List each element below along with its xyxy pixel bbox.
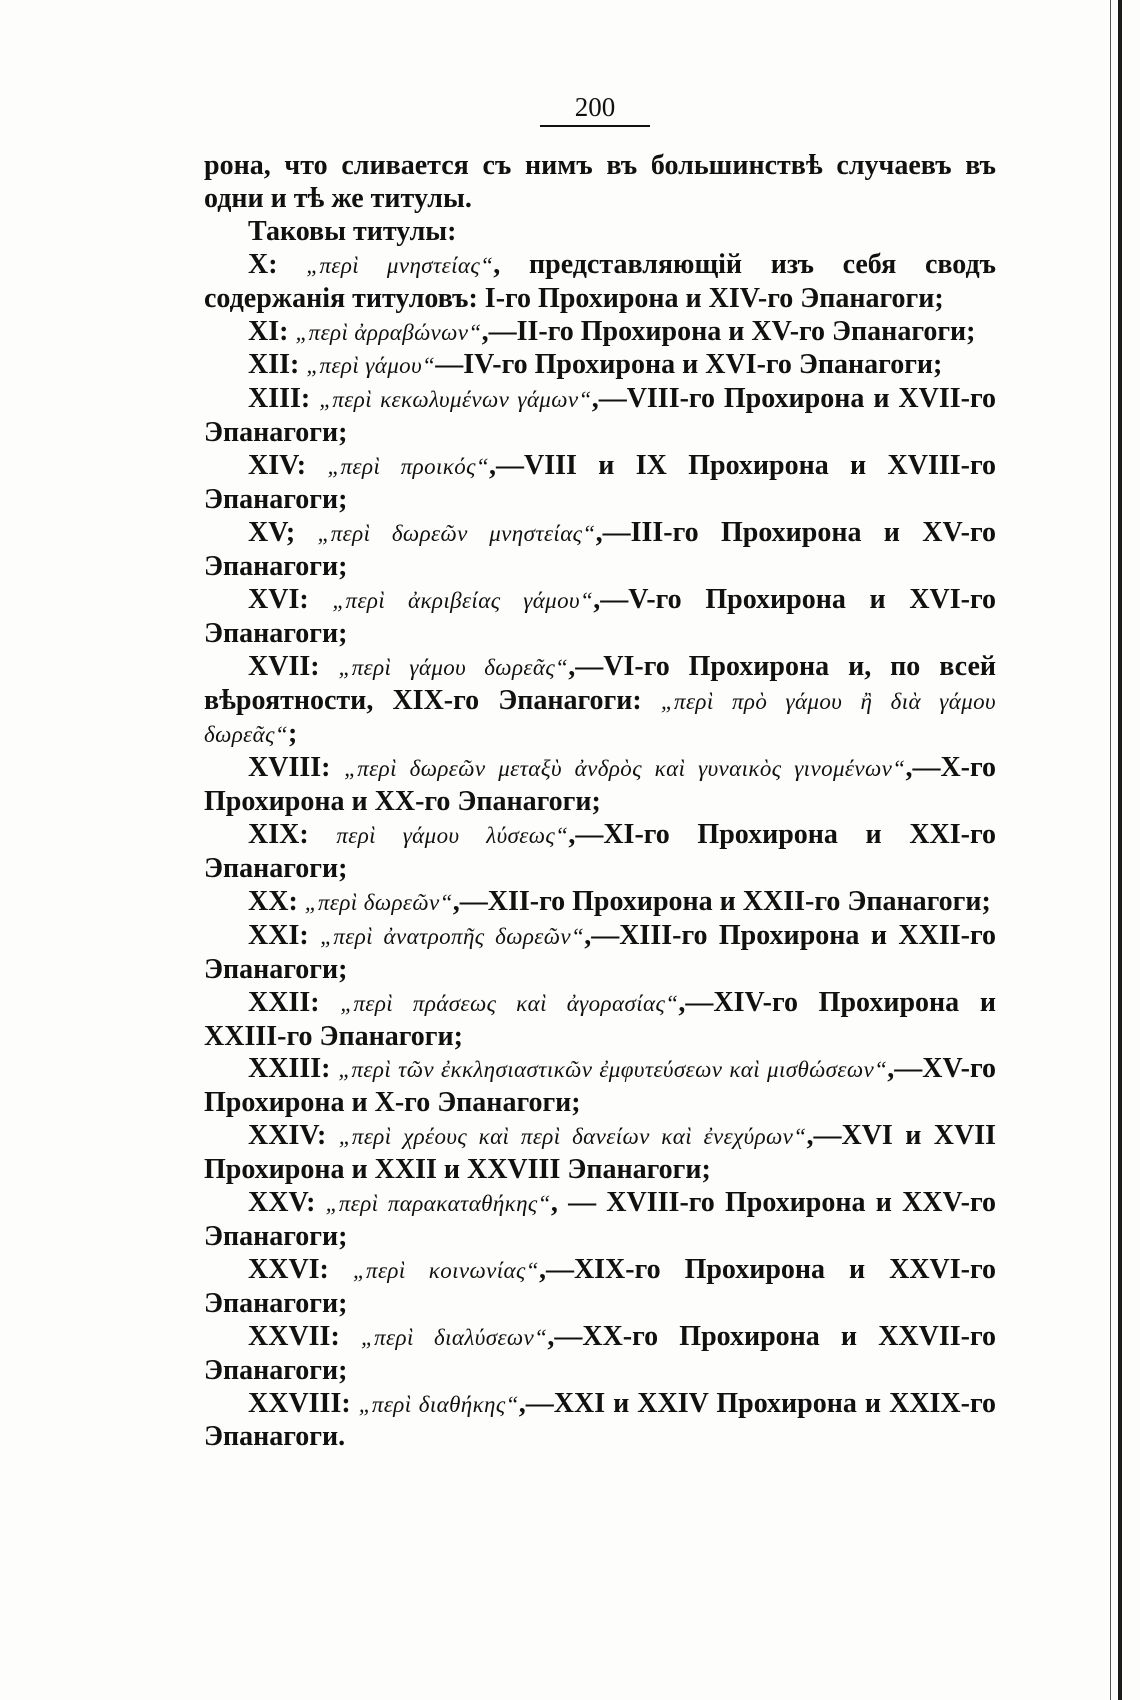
greek-title: „περὶ πράσεως καὶ ἀγορασίας“ [340, 990, 679, 1016]
entry-number: XV; [248, 516, 296, 548]
title-entry-xxv [204, 1187, 996, 1254]
entry-text: ,—VIII-го Прохирона и XVII-го Эпанагоги; [204, 383, 996, 449]
greek-title: „περὶ δωρεῶν μεταξὺ ἀνδρὸς καὶ γυναικὸς γινομένων“ [344, 756, 906, 782]
title-entry-xv [204, 517, 996, 584]
title-entry-x [204, 249, 996, 316]
greek-title: „περὶ γάμου“ [306, 353, 436, 379]
title-entry-xx [204, 886, 996, 920]
entry-number: XXIII: [248, 1053, 331, 1085]
page-edge-line [1118, 0, 1122, 1700]
greek-title: „περὶ ἀνατροπῆς δωρεῶν“ [320, 923, 585, 949]
entry-text: ,—VIII и IX Прохирона и XVIII-го Эпанагоги; [204, 450, 996, 516]
greek-title: „περὶ μνηστείας“ [306, 252, 494, 278]
entry-text: , — XVIII-го Прохирона и XXV-го Эпанагоги; [204, 1187, 997, 1252]
entry-number: XIX: [248, 819, 309, 851]
entry-number: XXIV: [248, 1120, 327, 1152]
entry-text: ,—XIV-го Прохирона и XXIII-го Эпанагоги; [204, 986, 996, 1052]
title-entry-xxvii [204, 1321, 996, 1388]
entry-number: XVII: [248, 650, 320, 682]
greek-title: „περὶ ἀκριβείας γάμου“ [332, 587, 594, 613]
greek-title: „περὶ κεκωλυμένων γάμων“ [319, 387, 592, 413]
entry-number: XXI: [248, 919, 309, 951]
greek-title: περὶ γάμου λύσεως“ [336, 823, 569, 849]
greek-title: „περὶ προικός“ [327, 454, 490, 480]
entry-text-end: ; [288, 718, 298, 750]
entry-number: X: [248, 248, 278, 280]
entry-number: XIII: [248, 383, 311, 415]
title-entry-xxii [204, 987, 996, 1054]
title-entry-xviii [204, 752, 996, 819]
greek-title: „περὶ κοινωνίας“ [352, 1257, 539, 1283]
title-entry-xvi [204, 584, 996, 651]
entry-number: XX: [248, 885, 298, 917]
entry-number: XII: [248, 349, 300, 381]
entry-text: ,—XII-го Прохирона и XXII-го Эпанагоги; [452, 885, 991, 917]
title-entry-xxi [204, 920, 996, 987]
greek-title-secondary: „περὶ πρὸ γάμου ἢ διὰ γάμου δωρεᾶς“ [204, 688, 997, 748]
title-entry-xxviii [204, 1388, 996, 1455]
body-text [204, 150, 996, 1454]
entry-text: ,—X-го Прохирона и XX-го Эпанагоги; [204, 752, 996, 818]
entry-text: ,—VI-го Прохирона и, по всей вѣроятности, XIX-го Эпанагоги: [204, 650, 997, 716]
greek-title: „περὶ γάμου δωρεᾶς“ [338, 654, 569, 680]
entry-number: XXVI: [248, 1253, 329, 1285]
title-entry-xiii [204, 383, 996, 450]
entry-text: , представляющій изъ себя сводъ содержанія титуловъ: I-го Прохирона и XIV-го Эпанагоги; [204, 248, 996, 314]
title-entry-xxiii [204, 1053, 996, 1120]
greek-title: „περὶ παρακαταθήκης“ [325, 1191, 551, 1217]
entry-text: ,—II-го Прохирона и XV-го Эпанагоги; [481, 315, 976, 347]
title-entry-xii [204, 349, 996, 383]
entry-text: —IV-го Прохирона и XVI-го Эпанагоги; [435, 349, 943, 381]
entry-text: ,—XVI и XVII Прохирона и XXII и XXVIII Эпанагоги; [204, 1120, 996, 1186]
entry-number: XXII: [248, 986, 320, 1018]
title-entry-xiv [204, 450, 996, 517]
greek-title: „περὶ διαλύσεων“ [360, 1324, 548, 1350]
entry-text: ,—XIII-го Прохирона и XXII-го Эпанагоги; [204, 919, 997, 985]
entry-number: XVIII: [248, 752, 331, 784]
page-number: 200 [540, 92, 650, 127]
entry-text: ,—V-го Прохирона и XVI-го Эпанагоги; [204, 583, 996, 649]
entry-number: XXVIII: [248, 1387, 351, 1419]
entry-number: XVI: [248, 583, 309, 615]
entry-text: ,—XX-го Прохирона и XXVII-го Эпанагоги; [204, 1320, 996, 1386]
title-entry-xi [204, 316, 996, 350]
greek-title: „περὶ δωρεῶν“ [304, 889, 453, 915]
entry-text: ,—XIX-го Прохирона и XXVI-го Эпанагоги; [204, 1253, 996, 1319]
greek-title: „περὶ δωρεῶν μνηστείας“ [317, 520, 596, 546]
entry-text: ,—XI-го Прохирона и XXI-го Эпанагоги; [204, 819, 996, 885]
greek-title: „περὶ διαθήκης“ [358, 1391, 519, 1417]
entry-number: XIV: [248, 450, 307, 482]
greek-title: „περὶ τῶν ἐκκλησιαστικῶν ἐμφυτεύσεων καὶ μισθώσεων“ [338, 1057, 888, 1083]
greek-title: „περὶ ἀρραβώνων“ [295, 319, 482, 345]
entry-text: ,—XXI и XXIV Прохирона и XXIX-го Эпанагоги. [204, 1387, 996, 1453]
entry-text: ,—III-го Прохирона и XV-го Эпанагоги; [204, 516, 996, 582]
intro-paragraph: рона, что сливается съ нимъ въ большинствѣ случаевъ въ одни и тѣ же титулы. [204, 150, 996, 214]
title-entry-xxiv [204, 1120, 996, 1187]
title-entry-xvii [204, 651, 996, 753]
entry-number: XXVII: [248, 1320, 340, 1352]
title-entry-xix [204, 819, 996, 886]
entry-number: XXV: [248, 1187, 316, 1219]
entry-text: ,—XV-го Прохирона и X-го Эпанагоги; [204, 1053, 996, 1119]
entry-number: XI: [248, 315, 289, 347]
title-entry-xxvi [204, 1254, 996, 1321]
lead-line: Таковы титулы: [248, 215, 457, 247]
page-edge-line-inner [1110, 0, 1111, 1700]
greek-title: „περὶ χρέους καὶ περὶ δανείων καὶ ἐνεχύρων“ [338, 1124, 807, 1150]
